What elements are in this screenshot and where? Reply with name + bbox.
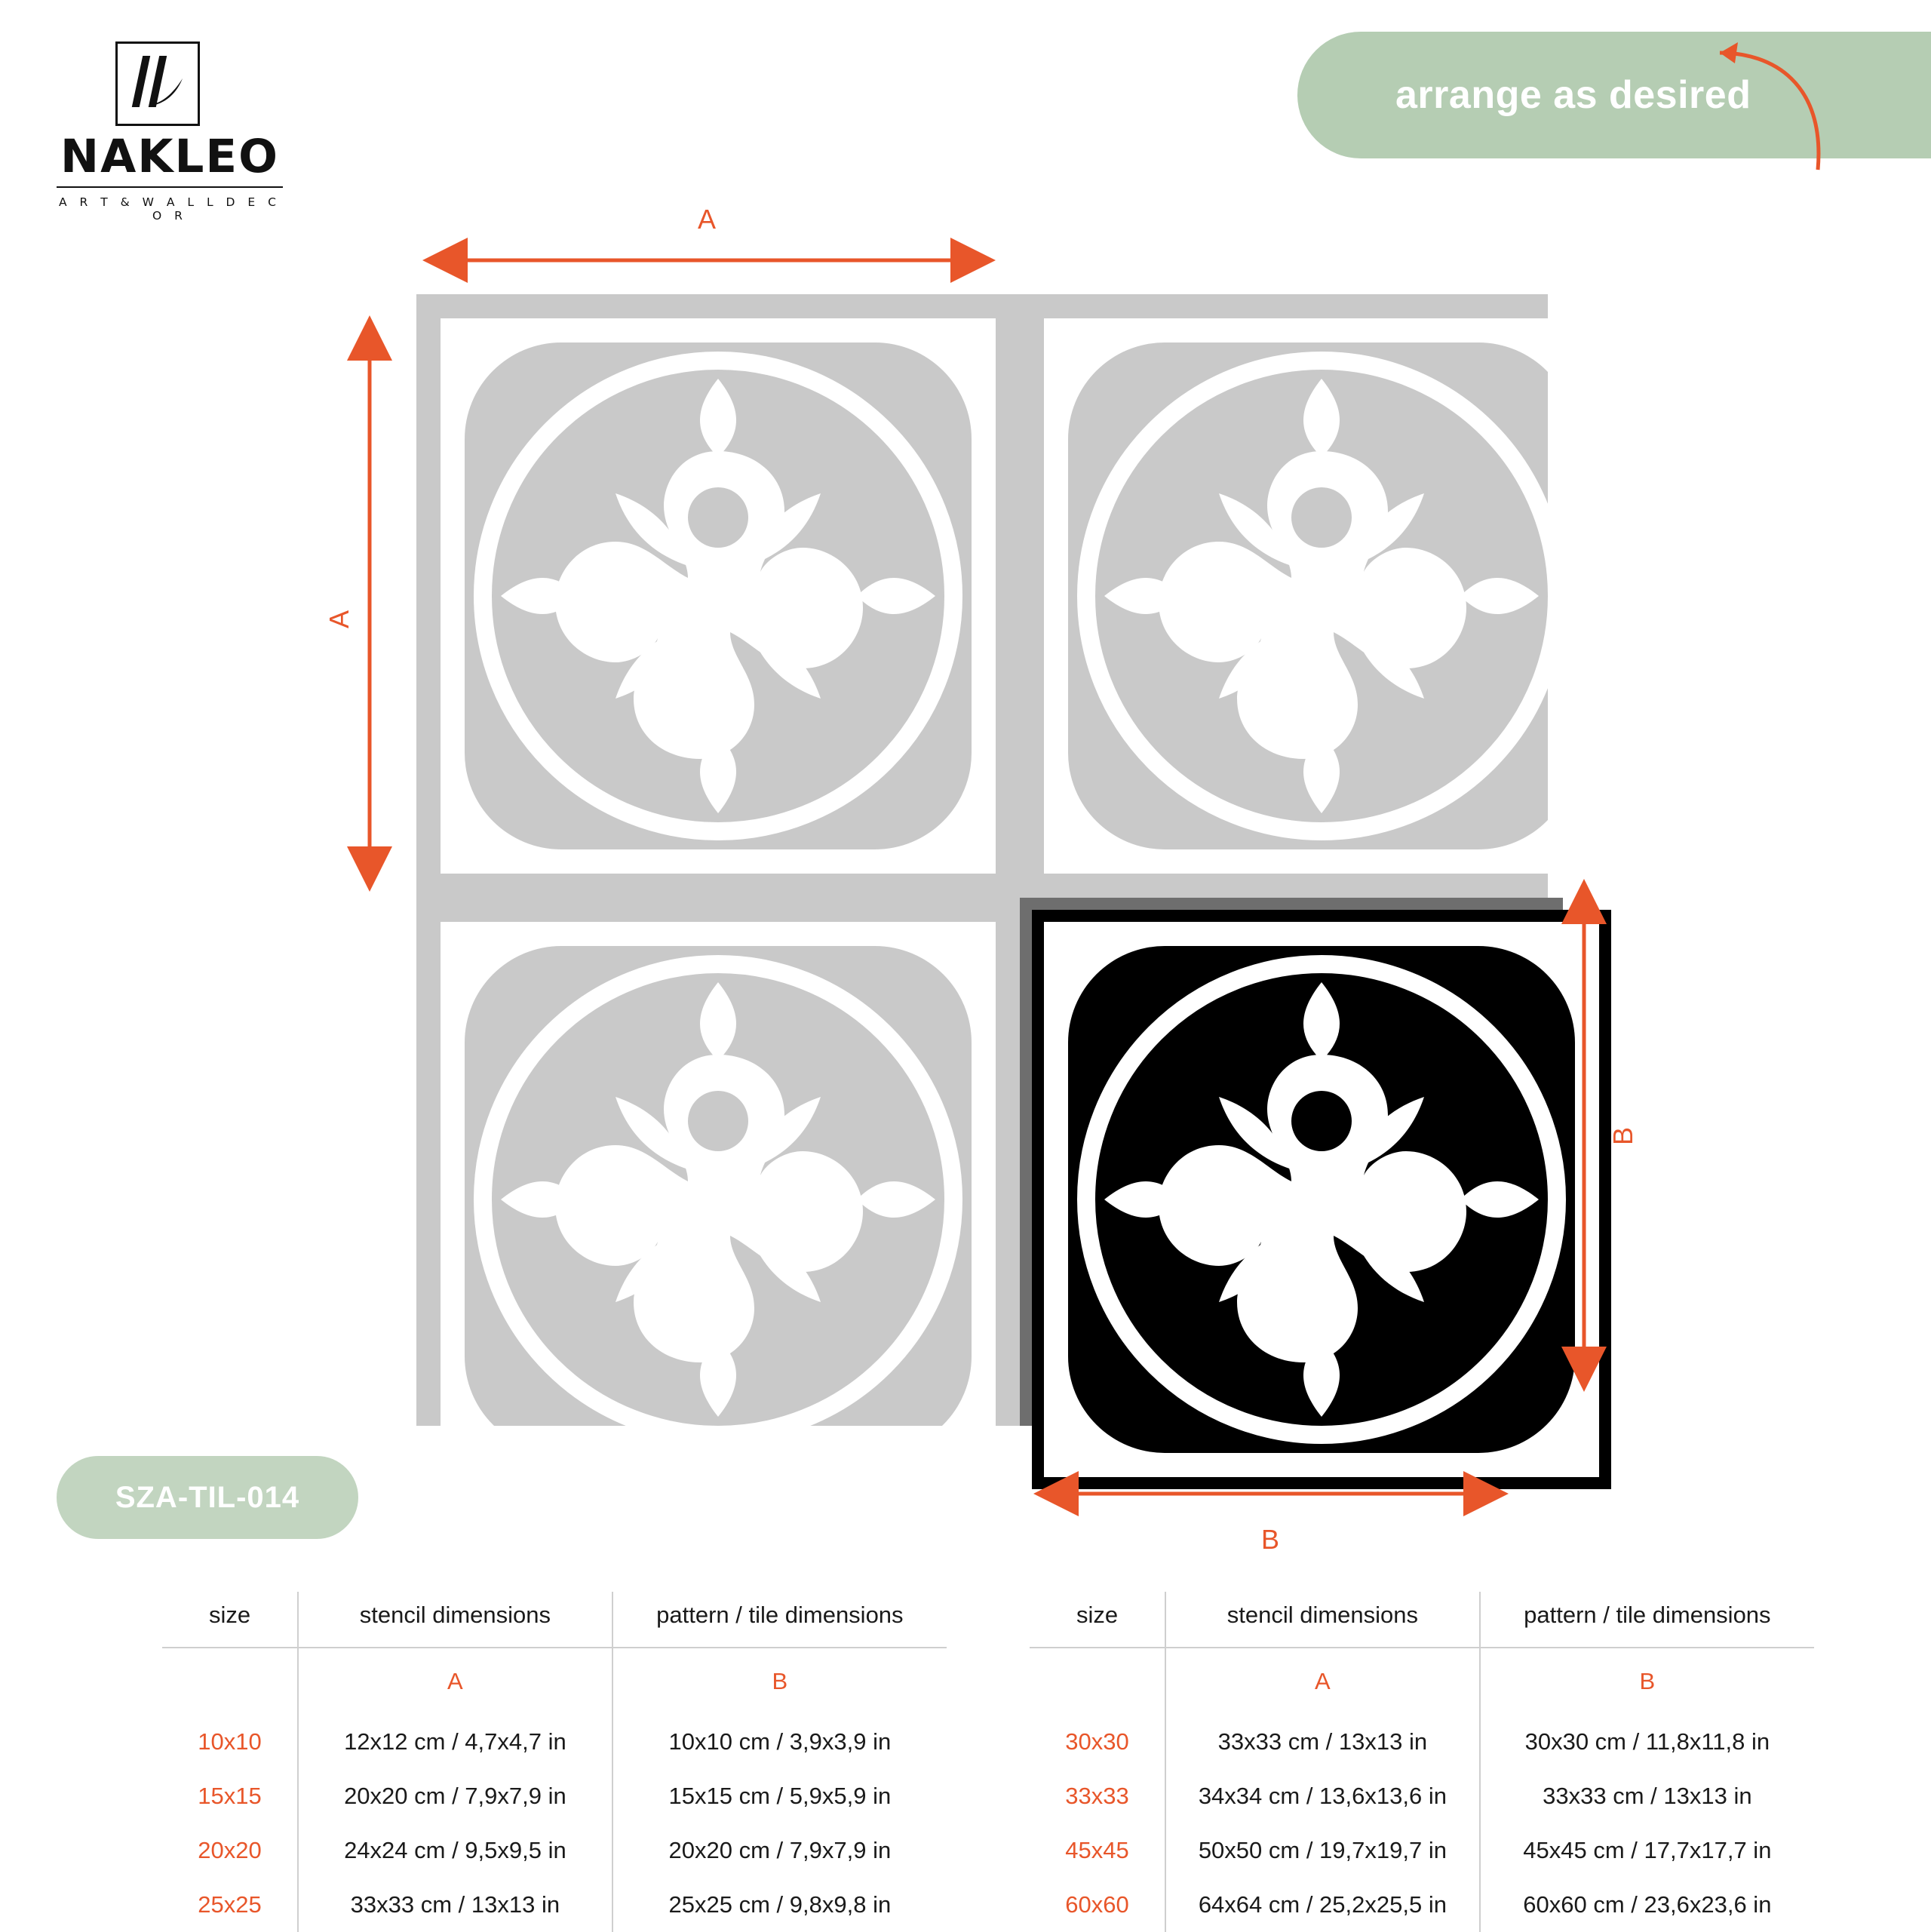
table1-row3-pattern: 25x25 cm / 9,8x9,8 in	[612, 1878, 947, 1932]
table1-header-stencil: stencil dimensions	[298, 1592, 612, 1648]
table1-sub-size	[162, 1648, 298, 1715]
table-row	[1030, 1823, 1814, 1878]
dimension-label-top-a: A	[698, 204, 717, 235]
table1-sub-pattern: B	[612, 1648, 947, 1715]
table2-header-stencil: stencil dimensions	[1165, 1592, 1480, 1648]
table2-row1-size: 33x33	[1065, 1783, 1129, 1809]
table2-row2-size: 45x45	[1065, 1837, 1129, 1863]
table2-header-pattern: pattern / tile dimensions	[1480, 1592, 1814, 1648]
table2-sub-size	[1030, 1648, 1165, 1715]
dimension-label-bottom-b: B	[1261, 1524, 1280, 1555]
table1-row1-stencil: 20x20 cm / 7,9x7,9 in	[298, 1769, 612, 1823]
table2-header-size: size	[1030, 1592, 1165, 1648]
sku-code: SZA-TIL-014	[115, 1480, 300, 1514]
dimension-label-right-b: B	[1607, 1126, 1639, 1146]
table-row	[1030, 1769, 1814, 1823]
logo-swoosh-icon	[151, 77, 186, 107]
arrange-as-desired-banner	[1297, 32, 1931, 158]
table1-header-size: size	[162, 1592, 298, 1648]
table1-row0-stencil: 12x12 cm / 4,7x4,7 in	[298, 1715, 612, 1769]
tile-layout-preview	[416, 294, 1563, 1426]
tile-top-right	[1020, 294, 1623, 898]
table1-sub-stencil: A	[298, 1648, 612, 1715]
table-row	[162, 1823, 947, 1878]
table1-row0-pattern: 10x10 cm / 3,9x3,9 in	[612, 1715, 947, 1769]
table2-row3-stencil: 64x64 cm / 25,2x25,5 in	[1165, 1878, 1480, 1932]
table1-row2-pattern: 20x20 cm / 7,9x7,9 in	[612, 1823, 947, 1878]
logo-divider	[57, 186, 283, 188]
table-row	[162, 1715, 947, 1769]
table1-row1-pattern: 15x15 cm / 5,9x5,9 in	[612, 1769, 947, 1823]
table2-row2-pattern: 45x45 cm / 17,7x17,7 in	[1480, 1823, 1814, 1878]
table2-row3-size: 60x60	[1065, 1891, 1129, 1918]
table2-row3-pattern: 60x60 cm / 23,6x23,6 in	[1480, 1878, 1814, 1932]
tile-bottom-right-highlighted	[1020, 898, 1623, 1501]
size-table-large	[1030, 1592, 1814, 1932]
table2-row1-stencil: 34x34 cm / 13,6x13,6 in	[1165, 1769, 1480, 1823]
table1-row1-size: 15x15	[198, 1783, 262, 1809]
table2-row2-stencil: 50x50 cm / 19,7x19,7 in	[1165, 1823, 1480, 1878]
table-row	[162, 1769, 947, 1823]
dimension-label-left-a: A	[324, 610, 355, 629]
nakleo-logo-icon	[115, 41, 200, 126]
table2-row0-stencil: 33x33 cm / 13x13 in	[1165, 1715, 1480, 1769]
size-table-small	[162, 1592, 947, 1932]
banner-label: arrange as desired	[1395, 73, 1751, 117]
table1-row3-stencil: 33x33 cm / 13x13 in	[298, 1878, 612, 1932]
brand-tagline: A R T & W A L L D E C O R	[59, 195, 281, 223]
tile-bottom-left	[416, 898, 1020, 1501]
brand-logo	[57, 41, 283, 223]
table1-row2-stencil: 24x24 cm / 9,5x9,5 in	[298, 1823, 612, 1878]
tile-top-left	[416, 294, 1020, 898]
table2-sub-pattern: B	[1480, 1648, 1814, 1715]
logo-stroke-left	[132, 56, 150, 107]
table2-row0-size: 30x30	[1065, 1728, 1129, 1755]
table-row	[1030, 1715, 1814, 1769]
table2-row1-pattern: 33x33 cm / 13x13 in	[1480, 1769, 1814, 1823]
table-row	[162, 1648, 947, 1715]
table2-sub-stencil: A	[1165, 1648, 1480, 1715]
size-tables	[162, 1592, 1814, 1932]
table1-row3-size: 25x25	[198, 1891, 262, 1918]
sku-badge	[57, 1456, 358, 1539]
table-row	[1030, 1648, 1814, 1715]
table1-row0-size: 10x10	[198, 1728, 262, 1755]
brand-name: NAKLEO	[60, 130, 279, 183]
table-row	[162, 1878, 947, 1932]
table1-header-pattern: pattern / tile dimensions	[612, 1592, 947, 1648]
table1-row2-size: 20x20	[198, 1837, 262, 1863]
table2-row0-pattern: 30x30 cm / 11,8x11,8 in	[1480, 1715, 1814, 1769]
table-row	[1030, 1878, 1814, 1932]
